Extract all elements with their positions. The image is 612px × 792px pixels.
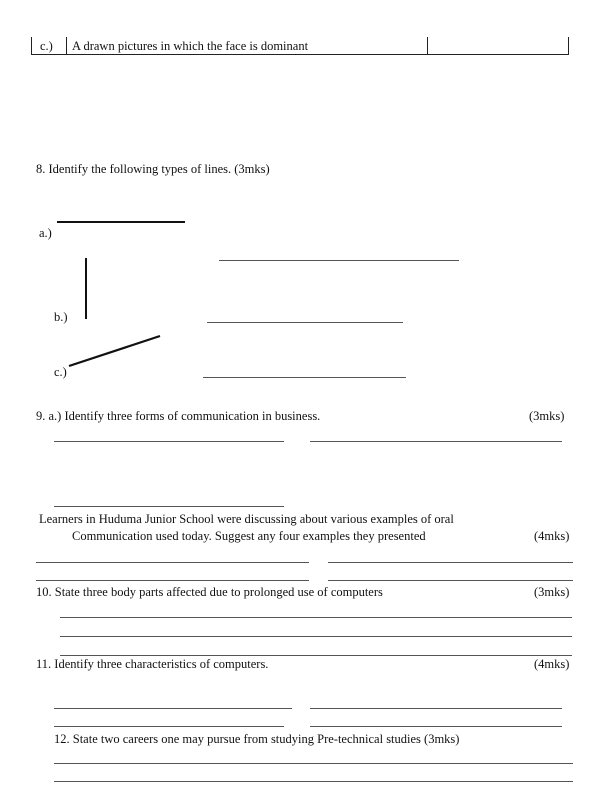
table-row-label: c.)	[40, 39, 53, 53]
q9-answer-line-1[interactable]	[54, 441, 284, 442]
q8-prompt: 8. Identify the following types of lines. (3mks)	[36, 162, 270, 176]
q9-answer-line-3[interactable]	[54, 506, 284, 507]
table-border-left	[31, 37, 32, 54]
horizontal-line-drawing	[57, 221, 185, 223]
q8-a-answer-line[interactable]	[219, 260, 459, 261]
q10-marks: (3mks)	[534, 585, 570, 599]
table-border-bottom	[31, 54, 569, 55]
q11-answer-line-1[interactable]	[54, 708, 292, 709]
q8-a-label: a.)	[39, 226, 52, 240]
q9b-marks: (4mks)	[534, 529, 570, 543]
q9-prompt: 9. a.) Identify three forms of communication in business.	[36, 409, 321, 423]
q9b-answer-line-2[interactable]	[328, 562, 573, 563]
q11-marks: (4mks)	[534, 657, 570, 671]
slanting-line-drawing	[60, 330, 170, 375]
q10-answer-line-3[interactable]	[60, 655, 572, 656]
q9-answer-line-2[interactable]	[310, 441, 562, 442]
q12-prompt: 12. State two careers one may pursue from studying Pre-technical studies (3mks)	[54, 732, 460, 746]
q8-c-label: c.)	[54, 365, 67, 379]
q11-answer-line-2[interactable]	[310, 708, 562, 709]
q11-answer-line-4[interactable]	[310, 726, 562, 727]
q10-prompt: 10. State three body parts affected due to prolonged use of computers	[36, 585, 383, 599]
vertical-line-drawing	[85, 258, 87, 319]
table-border-right	[568, 37, 569, 54]
q9b-answer-line-4[interactable]	[328, 580, 573, 581]
q10-answer-line-1[interactable]	[60, 617, 572, 618]
q10-answer-line-2[interactable]	[60, 636, 572, 637]
q8-b-answer-line[interactable]	[207, 322, 403, 323]
q12-answer-line-2[interactable]	[54, 781, 573, 782]
table-row-text: A drawn pictures in which the face is dominant	[72, 39, 309, 53]
q12-answer-line-1[interactable]	[54, 763, 573, 764]
q9b-prompt-line2: Communication used today. Suggest any four examples they presented	[72, 529, 426, 543]
q9b-prompt-line1: Learners in Huduma Junior School were discussing about various examples of oral	[39, 512, 454, 526]
q9-marks: (3mks)	[529, 409, 565, 423]
table-border-mid2	[427, 37, 428, 54]
q8-b-label: b.)	[54, 310, 68, 324]
q9b-answer-line-1[interactable]	[36, 562, 309, 563]
table-border-mid1	[66, 37, 67, 54]
q11-prompt: 11. Identify three characteristics of computers.	[36, 657, 269, 671]
q9b-answer-line-3[interactable]	[36, 580, 309, 581]
q8-c-answer-line[interactable]	[203, 377, 406, 378]
q11-answer-line-3[interactable]	[54, 726, 284, 727]
